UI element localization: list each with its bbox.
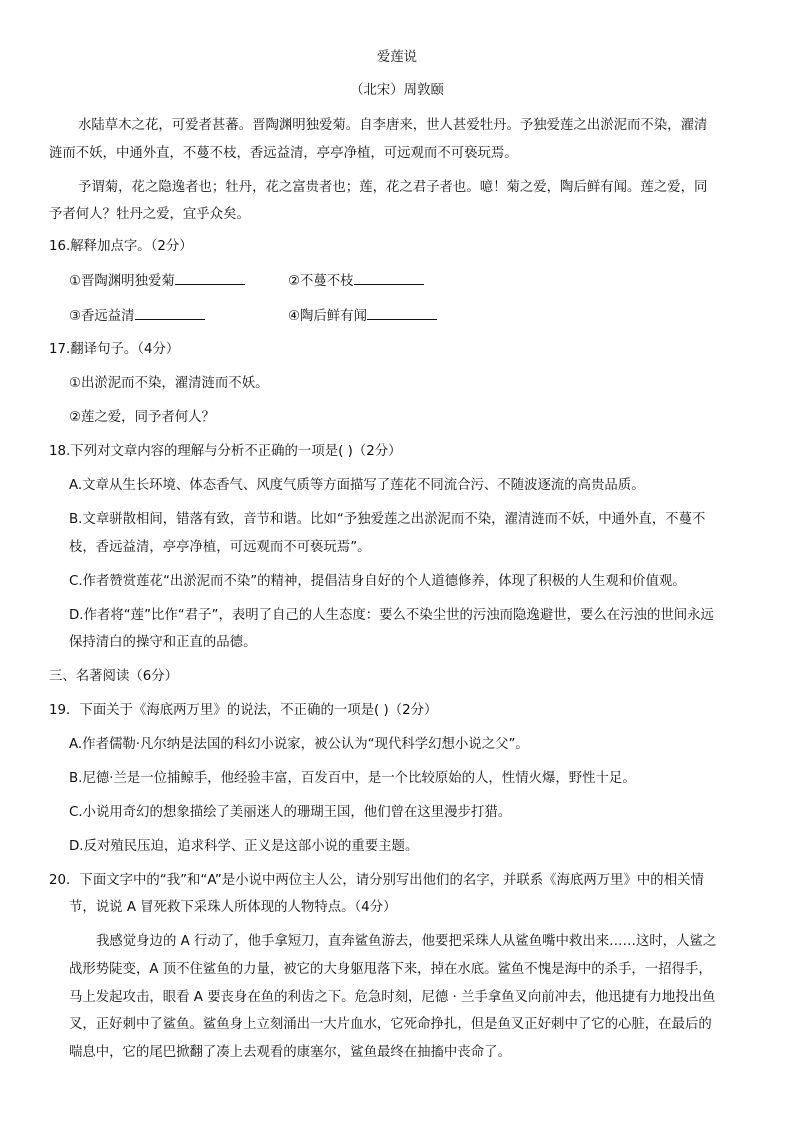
question-20-stem: 20．下面文字中的“我”和“A”是小说中两位主人公，请分别写出他们的名字，并联系《海底两万里》中的相关情 bbox=[49, 873, 704, 888]
excerpt-line: 马上发起攻击，眼看 A 要丧身在鱼的利齿之下。危急时刻，尼德 · 兰手拿鱼叉向前冲去，他迅捷有力地投出鱼 bbox=[69, 990, 716, 1005]
option-a: A.作者儒勒·凡尔纳是法国的科幻小说家，被公认为“现代科学幻想小说之父”。 bbox=[69, 737, 529, 752]
poem-author: （北宋）周敦颐 bbox=[350, 83, 444, 98]
answer-blank[interactable] bbox=[175, 272, 245, 285]
option-d: D.作者将“莲”比作“君子”，表明了自己的人生态度：要么不染尘世的污浊而隐逸避世，要么在污浊的世间永远 bbox=[69, 608, 714, 623]
passage-line: 涟而不妖，中通外直，不蔓不枝，香远益清，亭亭净植，可远观而不可亵玩焉。 bbox=[49, 146, 518, 161]
question-16-item bbox=[288, 307, 437, 325]
answer-blank[interactable] bbox=[135, 307, 205, 320]
excerpt-line: 喘息中，它的尾巴掀翻了凑上去观看的康塞尔，鲨鱼最终在抽搐中丧命了。 bbox=[69, 1045, 511, 1060]
excerpt-line: 我感觉身边的 A 行动了，他手拿短刀，直奔鲨鱼游去，他要把采珠人从鲨鱼嘴中救出来……这时，人鲨之 bbox=[96, 934, 717, 949]
question-16-item bbox=[69, 307, 205, 325]
option-c: C.作者赞赏莲花“出淤泥而不染”的精神，提倡洁身自好的个人道德修养，体现了积极的人生观和价值观。 bbox=[69, 574, 686, 589]
item-text: ④陶后鲜有闻 bbox=[288, 309, 367, 324]
item-text: ①晋陶渊明独爱菊 bbox=[69, 274, 175, 289]
question-17-stem: 17.翻译句子。（4分） bbox=[49, 342, 180, 357]
question-19-stem: 19．下面关于《海底两万里》的说法，不正确的一项是( )（2分） bbox=[49, 703, 438, 718]
question-17-item: ②莲之爱，同予者何人？ bbox=[69, 410, 215, 425]
answer-blank[interactable] bbox=[354, 272, 424, 285]
item-text: ②不蔓不枝 bbox=[288, 274, 354, 289]
option-a: A.文章从生长环境、体态香气、风度气质等方面描写了莲花不同流合污、不随波逐流的高贵品质。 bbox=[69, 478, 645, 493]
excerpt-line: 叉，正好刺中了鲨鱼。鲨鱼身上立刻涌出一大片血水，它死命挣扎，但是鱼叉正好刺中了它的心脏，在最后的 bbox=[69, 1017, 712, 1032]
question-16-stem: 16.解释加点字。（2分） bbox=[49, 239, 193, 254]
option-b-cont: 枝，香远益清，亭亭净植，可远观而不可亵玩焉”。 bbox=[69, 540, 371, 555]
passage-line: 予谓菊，花之隐逸者也；牡丹，花之富贵者也；莲，花之君子者也。噫！菊之爱，陶后鲜有闻。莲之爱，同 bbox=[78, 180, 708, 195]
section-heading: 三、名著阅读（6分） bbox=[49, 669, 179, 684]
question-20-stem-cont: 节，说说 A 冒死救下采珠人所体现的人物特点。（4分） bbox=[69, 900, 397, 915]
question-16-item bbox=[69, 272, 245, 290]
passage-line: 予者何人？牡丹之爱，宜乎众矣。 bbox=[49, 207, 250, 222]
answer-blank[interactable] bbox=[367, 307, 437, 320]
passage-line: 水陆草木之花，可爱者甚蕃。晋陶渊明独爱菊。自李唐来，世人甚爱牡丹。予独爱莲之出淤泥而不染，濯清 bbox=[78, 118, 708, 133]
question-16-item bbox=[288, 272, 424, 290]
item-text: ③香远益清 bbox=[69, 309, 135, 324]
question-18-stem: 18.下列对文章内容的理解与分析不正确的一项是( )（2分） bbox=[49, 444, 402, 459]
option-c: C.小说用奇幻的想象描绘了美丽迷人的珊瑚王国，他们曾在这里漫步打猎。 bbox=[69, 805, 512, 820]
option-b: B.尼德·兰是一位捕鲸手，他经验丰富，百发百中，是一个比较原始的人，性情火爆，野性十足。 bbox=[69, 771, 636, 786]
excerpt-line: 战形势陡变，A 顶不住鲨鱼的力量，被它的大身躯甩落下来，掉在水底。鲨鱼不愧是海中的杀手，一招得手， bbox=[69, 962, 712, 977]
question-17-item: ①出淤泥而不染，濯清涟而不妖。 bbox=[69, 376, 269, 391]
poem-title: 爱莲说 bbox=[376, 50, 418, 65]
option-b: B.文章骈散相间，错落有致，音节和谐。比如“予独爱莲之出淤泥而不染，濯清涟而不妖，中通外直，不蔓不 bbox=[69, 512, 706, 527]
option-d: D.反对殖民压迫，追求科学、正义是这部小说的重要主题。 bbox=[69, 839, 419, 854]
option-d-cont: 保持清白的操守和正直的品德。 bbox=[69, 635, 257, 650]
